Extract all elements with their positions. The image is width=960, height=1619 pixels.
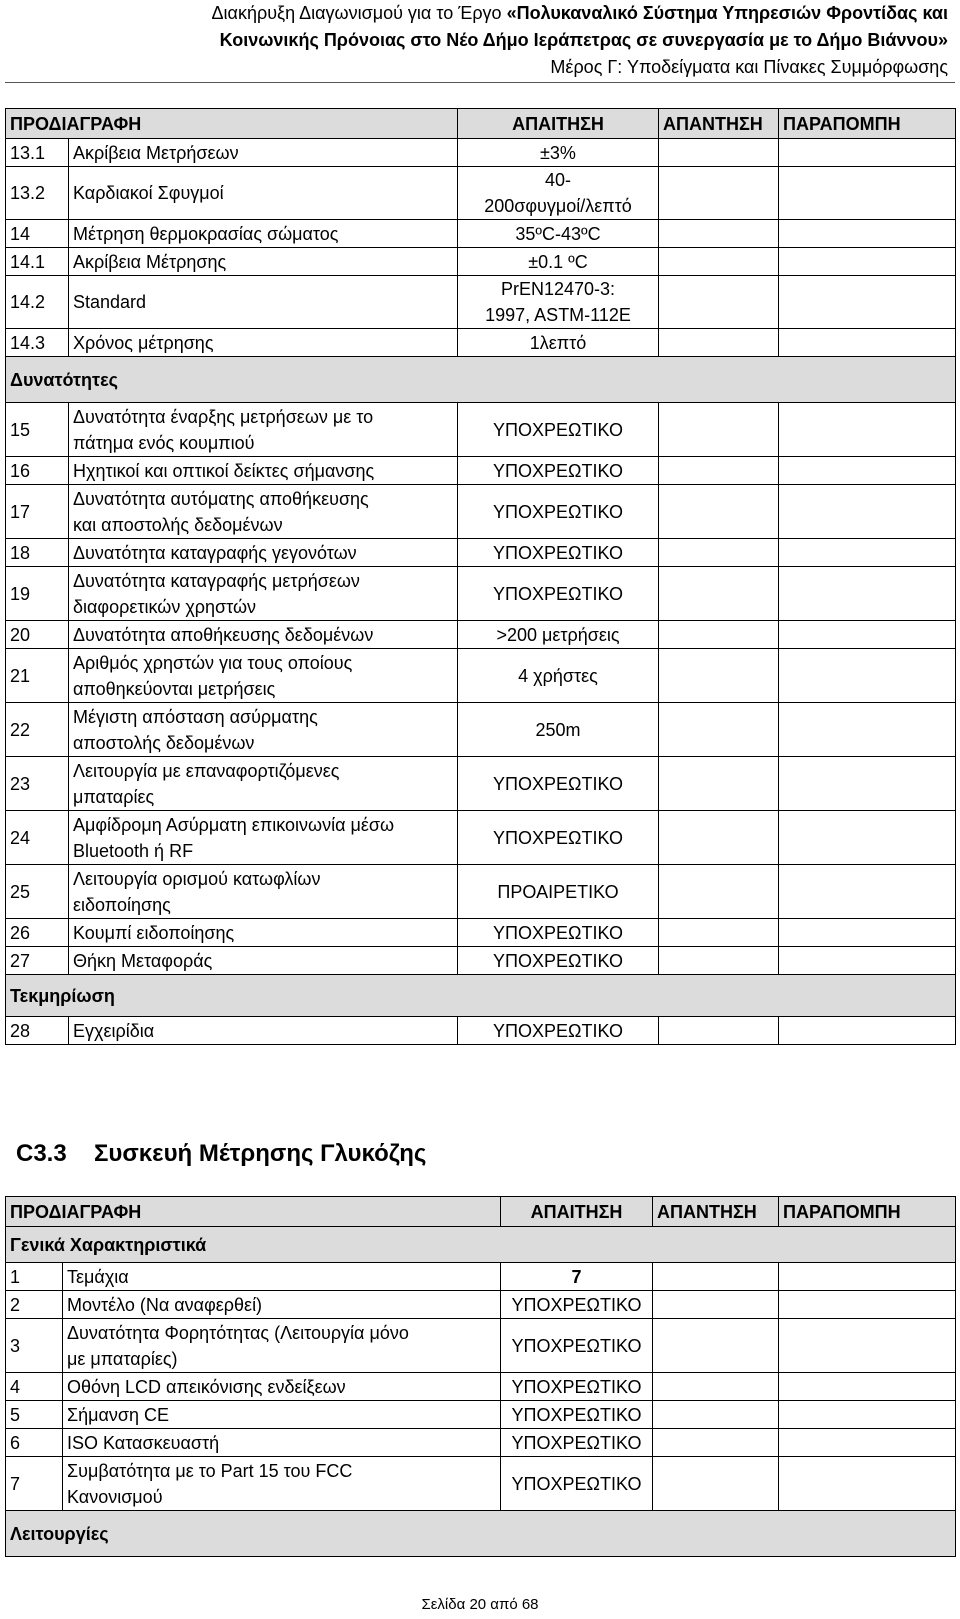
row-reference[interactable] — [779, 703, 956, 757]
row-number: 28 — [6, 1017, 69, 1045]
row-specification: Αμφίδρομη Ασύρματη επικοινωνία μέσω Bluetooth ή RF — [69, 811, 458, 865]
row-reference[interactable] — [779, 1429, 956, 1457]
row-specification: Κουμπί ειδοποίησης — [69, 919, 458, 947]
row-reference[interactable] — [779, 485, 956, 539]
spec-table-1 — [5, 108, 956, 1045]
row-number: 5 — [6, 1401, 63, 1429]
table-row — [6, 865, 956, 919]
table-row — [6, 139, 956, 167]
row-answer[interactable] — [659, 919, 779, 947]
row-specification: Χρόνος μέτρησης — [69, 329, 458, 357]
row-number: 6 — [6, 1429, 63, 1457]
row-number: 1 — [6, 1263, 63, 1291]
section-label: Δυνατότητες — [6, 357, 956, 403]
row-reference[interactable] — [779, 1319, 956, 1373]
table-row — [6, 485, 956, 539]
row-number: 21 — [6, 649, 69, 703]
section-row — [6, 1227, 956, 1263]
row-number: 14 — [6, 220, 69, 248]
col-header-answer: ΑΠΑΝΤΗΣΗ — [653, 1197, 779, 1227]
row-specification: Ακρίβεια Μετρήσεων — [69, 139, 458, 167]
row-number: 2 — [6, 1291, 63, 1319]
row-specification: Καρδιακοί Σφυγμοί — [69, 167, 458, 220]
row-requirement: ΥΠΟΧΡΕΩΤΙΚΟ — [458, 919, 659, 947]
section-title: Συσκευή Μέτρησης Γλυκόζης — [94, 1140, 427, 1167]
row-number: 3 — [6, 1319, 63, 1373]
header-project-title: «Πολυκαναλικό Σύστημα Υπηρεσιών Φροντίδας και — [506, 3, 948, 23]
row-reference[interactable] — [779, 1291, 956, 1319]
row-reference[interactable] — [779, 1373, 956, 1401]
row-reference[interactable] — [779, 167, 956, 220]
row-number: 18 — [6, 539, 69, 567]
row-reference[interactable] — [779, 139, 956, 167]
row-specification: ISO Κατασκευαστή — [63, 1429, 501, 1457]
row-number: 4 — [6, 1373, 63, 1401]
row-requirement: ΥΠΟΧΡΕΩΤΙΚΟ — [458, 947, 659, 975]
row-answer[interactable] — [653, 1263, 779, 1291]
row-requirement: 35ºC-43ºC — [458, 220, 659, 248]
row-answer[interactable] — [659, 865, 779, 919]
row-requirement: ΥΠΟΧΡΕΩΤΙΚΟ — [501, 1429, 653, 1457]
row-requirement: 250m — [458, 703, 659, 757]
row-requirement: ΥΠΟΧΡΕΩΤΙΚΟ — [501, 1319, 653, 1373]
row-answer[interactable] — [659, 167, 779, 220]
table-row — [6, 1429, 956, 1457]
section-row — [6, 1511, 956, 1557]
row-answer[interactable] — [659, 1017, 779, 1045]
row-number: 19 — [6, 567, 69, 621]
col-header-reference: ΠΑΡΑΠΟΜΠΗ — [779, 1197, 956, 1227]
row-specification: Δυνατότητα Φορητότητας (Λειτουργία μόνο με μπαταρίες) — [63, 1319, 501, 1373]
row-number: 16 — [6, 457, 69, 485]
row-answer[interactable] — [659, 403, 779, 457]
table-row — [6, 1263, 956, 1291]
row-requirement: ΠΡΟΑΙΡΕΤΙΚΟ — [458, 865, 659, 919]
row-answer[interactable] — [659, 329, 779, 357]
row-specification: Θήκη Μεταφοράς — [69, 947, 458, 975]
table-header-row — [6, 109, 956, 139]
header-project-title-cont: Κοινωνικής Πρόνοιας στο Νέο Δήμο Ιεράπετρας σε συνεργασία με το Δήμο Βιάννου» — [219, 30, 948, 50]
table-row — [6, 1401, 956, 1429]
table-row — [6, 567, 956, 621]
row-answer[interactable] — [659, 621, 779, 649]
row-number: 24 — [6, 811, 69, 865]
row-requirement: ±0.1 ºC — [458, 248, 659, 276]
row-reference[interactable] — [779, 1017, 956, 1045]
row-answer[interactable] — [659, 811, 779, 865]
row-requirement: ±3% — [458, 139, 659, 167]
document-header — [68, 0, 948, 81]
row-reference[interactable] — [779, 811, 956, 865]
row-requirement: ΥΠΟΧΡΕΩΤΙΚΟ — [501, 1457, 653, 1511]
row-reference[interactable] — [779, 947, 956, 975]
table-row — [6, 947, 956, 975]
header-line-1 — [68, 0, 948, 27]
row-number: 27 — [6, 947, 69, 975]
table-row — [6, 539, 956, 567]
table-row — [6, 1373, 956, 1401]
row-requirement: 4 χρήστες — [458, 649, 659, 703]
page-number: Σελίδα 20 από 68 — [421, 1596, 539, 1613]
row-requirement: ΥΠΟΧΡΕΩΤΙΚΟ — [458, 457, 659, 485]
row-requirement: ΥΠΟΧΡΕΩΤΙΚΟ — [501, 1373, 653, 1401]
row-specification: Μέγιστη απόσταση ασύρματης αποστολής δεδομένων — [69, 703, 458, 757]
row-reference[interactable] — [779, 457, 956, 485]
row-specification: Δυνατότητα καταγραφής μετρήσεων διαφορετικών χρηστών — [69, 567, 458, 621]
row-specification: Οθόνη LCD απεικόνισης ενδείξεων — [63, 1373, 501, 1401]
row-specification: Δυνατότητα καταγραφής γεγονότων — [69, 539, 458, 567]
row-answer[interactable] — [653, 1457, 779, 1511]
spec-table-2 — [5, 1196, 956, 1557]
table-row — [6, 1291, 956, 1319]
row-specification: Εγχειρίδια — [69, 1017, 458, 1045]
row-requirement: ΥΠΟΧΡΕΩΤΙΚΟ — [458, 567, 659, 621]
row-requirement: ΥΠΟΧΡΕΩΤΙΚΟ — [458, 811, 659, 865]
row-number: 23 — [6, 757, 69, 811]
row-reference[interactable] — [779, 220, 956, 248]
section-row — [6, 357, 956, 403]
row-specification: Αριθμός χρηστών για τους οποίους αποθηκεύονται μετρήσεις — [69, 649, 458, 703]
table-row — [6, 757, 956, 811]
section-heading — [16, 1140, 426, 1168]
row-reference[interactable] — [779, 919, 956, 947]
row-number: 14.2 — [6, 276, 69, 329]
row-number: 13.2 — [6, 167, 69, 220]
row-answer[interactable] — [653, 1401, 779, 1429]
row-answer[interactable] — [653, 1429, 779, 1457]
row-answer[interactable] — [659, 703, 779, 757]
row-answer[interactable] — [659, 248, 779, 276]
table-row — [6, 649, 956, 703]
row-reference[interactable] — [779, 649, 956, 703]
row-specification: Μοντέλο (Να αναφερθεί) — [63, 1291, 501, 1319]
col-header-spec: ΠΡΟΔΙΑΓΡΑΦΗ — [6, 1197, 501, 1227]
row-reference[interactable] — [779, 865, 956, 919]
row-number: 26 — [6, 919, 69, 947]
row-answer[interactable] — [659, 457, 779, 485]
row-requirement: 7 — [501, 1263, 653, 1291]
row-number: 14.3 — [6, 329, 69, 357]
table-row — [6, 1457, 956, 1511]
table-row — [6, 1319, 956, 1373]
row-specification: Δυνατότητα έναρξης μετρήσεων με το πάτημα ενός κουμπιού — [69, 403, 458, 457]
table-row — [6, 811, 956, 865]
header-prefix: Διακήρυξη Διαγωνισμού για το Έργο — [211, 3, 507, 23]
row-specification: Λειτουργία ορισμού κατωφλίων ειδοποίησης — [69, 865, 458, 919]
row-number: 22 — [6, 703, 69, 757]
row-reference[interactable] — [779, 403, 956, 457]
row-specification: Σήμανση CE — [63, 1401, 501, 1429]
row-requirement: 1λεπτό — [458, 329, 659, 357]
row-answer[interactable] — [659, 485, 779, 539]
table-row — [6, 457, 956, 485]
row-specification: Τεμάχια — [63, 1263, 501, 1291]
row-reference[interactable] — [779, 329, 956, 357]
row-specification: Μέτρηση θερμοκρασίας σώματος — [69, 220, 458, 248]
header-divider — [5, 82, 955, 83]
table-row — [6, 919, 956, 947]
section-label: Γενικά Χαρακτηριστικά — [6, 1227, 956, 1263]
header-line-2 — [68, 27, 948, 54]
row-number: 15 — [6, 403, 69, 457]
table-row — [6, 220, 956, 248]
table-row — [6, 276, 956, 329]
row-specification: Δυνατότητα αποθήκευσης δεδομένων — [69, 621, 458, 649]
col-header-reference: ΠΑΡΑΠΟΜΠΗ — [779, 109, 956, 139]
row-number: 20 — [6, 621, 69, 649]
row-reference[interactable] — [779, 567, 956, 621]
col-header-spec: ΠΡΟΔΙΑΓΡΑΦΗ — [6, 109, 458, 139]
row-number: 17 — [6, 485, 69, 539]
col-header-requirement: ΑΠΑΙΤΗΣΗ — [501, 1197, 653, 1227]
row-specification: Ακρίβεια Μέτρησης — [69, 248, 458, 276]
row-answer[interactable] — [659, 567, 779, 621]
row-answer[interactable] — [659, 947, 779, 975]
row-number: 7 — [6, 1457, 63, 1511]
row-answer[interactable] — [653, 1291, 779, 1319]
row-requirement: ΥΠΟΧΡΕΩΤΙΚΟ — [501, 1401, 653, 1429]
row-answer[interactable] — [659, 139, 779, 167]
row-reference[interactable] — [779, 1457, 956, 1511]
row-answer[interactable] — [659, 276, 779, 329]
section-label: Τεκμηρίωση — [6, 975, 956, 1017]
row-requirement: ΥΠΟΧΡΕΩΤΙΚΟ — [458, 757, 659, 811]
table-row — [6, 167, 956, 220]
col-header-requirement: ΑΠΑΙΤΗΣΗ — [458, 109, 659, 139]
row-requirement: ΥΠΟΧΡΕΩΤΙΚΟ — [458, 539, 659, 567]
row-specification: Ηχητικοί και οπτικοί δείκτες σήμανσης — [69, 457, 458, 485]
row-answer[interactable] — [659, 539, 779, 567]
row-reference[interactable] — [779, 276, 956, 329]
row-requirement: >200 μετρήσεις — [458, 621, 659, 649]
row-answer[interactable] — [653, 1319, 779, 1373]
section-number: C3.3 — [16, 1140, 67, 1167]
row-reference[interactable] — [779, 757, 956, 811]
row-specification: Standard — [69, 276, 458, 329]
table-row — [6, 248, 956, 276]
row-requirement: PrEN12470-3: 1997, ASTM-112E — [458, 276, 659, 329]
row-requirement: ΥΠΟΧΡΕΩΤΙΚΟ — [458, 1017, 659, 1045]
table-row — [6, 621, 956, 649]
table-row — [6, 403, 956, 457]
row-answer[interactable] — [659, 220, 779, 248]
row-requirement: ΥΠΟΧΡΕΩΤΙΚΟ — [458, 403, 659, 457]
row-requirement: ΥΠΟΧΡΕΩΤΙΚΟ — [501, 1291, 653, 1319]
table-header-row — [6, 1197, 956, 1227]
col-header-answer: ΑΠΑΝΤΗΣΗ — [659, 109, 779, 139]
table-row — [6, 703, 956, 757]
row-number: 25 — [6, 865, 69, 919]
row-number: 13.1 — [6, 139, 69, 167]
row-answer[interactable] — [653, 1373, 779, 1401]
row-answer[interactable] — [659, 649, 779, 703]
row-reference[interactable] — [779, 248, 956, 276]
row-specification: Συμβατότητα με το Part 15 του FCC Κανονισμού — [63, 1457, 501, 1511]
row-specification: Δυνατότητα αυτόματης αποθήκευσης και αποστολής δεδομένων — [69, 485, 458, 539]
row-requirement: 40- 200σφυγμοί/λεπτό — [458, 167, 659, 220]
section-label: Λειτουργίες — [6, 1511, 956, 1557]
row-reference[interactable] — [779, 539, 956, 567]
header-part: Μέρος Γ: Υποδείγματα και Πίνακες Συμμόρφωσης — [550, 57, 948, 77]
row-answer[interactable] — [659, 757, 779, 811]
row-specification: Λειτουργία με επαναφορτιζόμενες μπαταρίες — [69, 757, 458, 811]
section-row — [6, 975, 956, 1017]
row-reference[interactable] — [779, 1263, 956, 1291]
row-number: 14.1 — [6, 248, 69, 276]
table-row — [6, 329, 956, 357]
row-requirement: ΥΠΟΧΡΕΩΤΙΚΟ — [458, 485, 659, 539]
row-reference[interactable] — [779, 1401, 956, 1429]
row-reference[interactable] — [779, 621, 956, 649]
table-row — [6, 1017, 956, 1045]
